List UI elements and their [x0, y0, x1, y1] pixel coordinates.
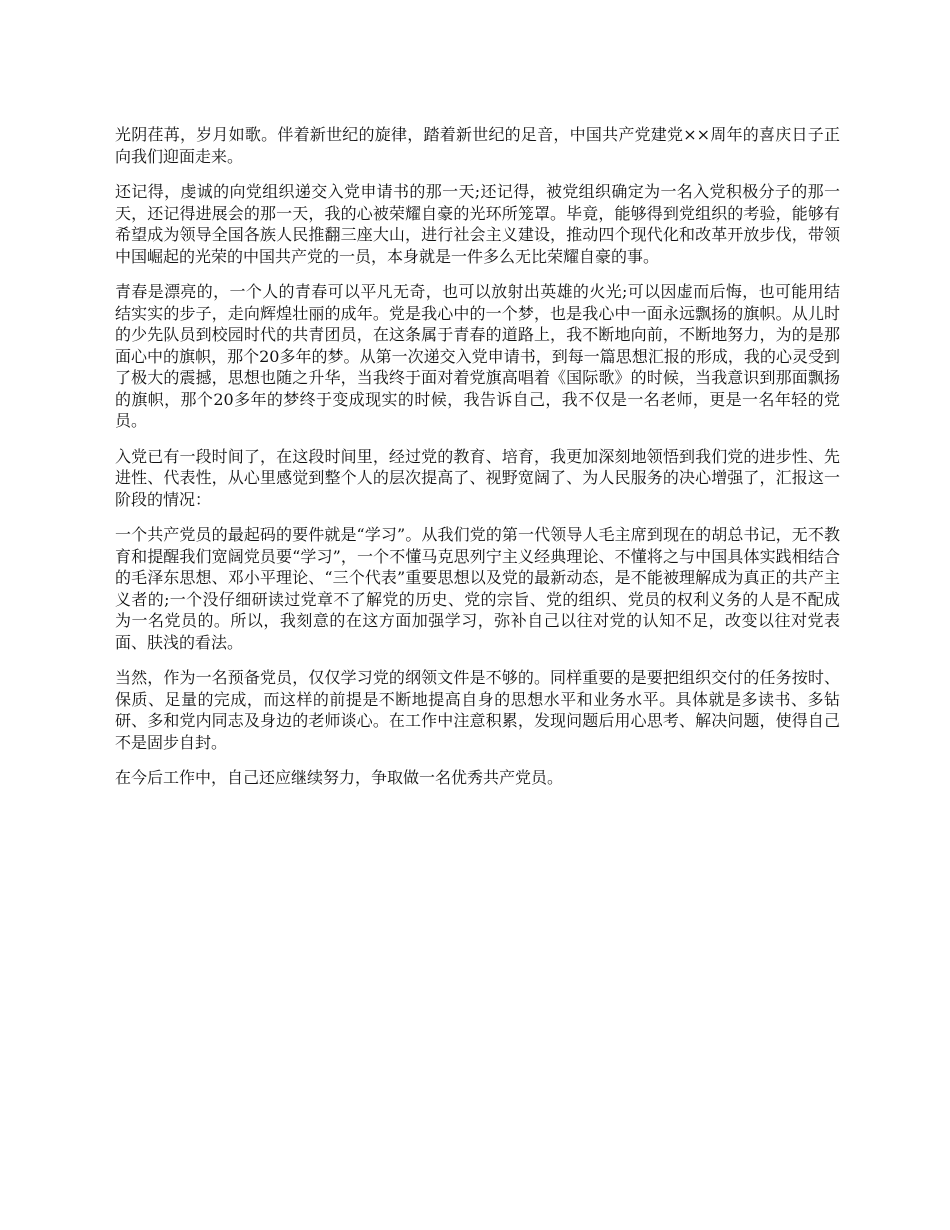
paragraph-4: 入党已有一段时间了，在这段时间里，经过党的教育、培育，我更加深刻地领悟到我们党的进步性、先进性、代表性，从心里感觉到整个人的层次提高了、视野宽阔了、为人民服务的决心增强了，汇报这一阶段的情况：: [115, 446, 840, 509]
paragraph-6: 当然，作为一名预备党员，仅仅学习党的纲领文件是不够的。同样重要的是要把组织交付的任务按时、保质、足量的完成，而这样的前提是不断地提高自身的思想水平和业务水平。具体就是多读书、多钻研、多和党内同志及身边的老师谈心。在工作中注意积累，发现问题后用心思考、解决问题，使得自己不是固步自封。: [115, 668, 840, 752]
paragraph-1: 光阴荏苒，岁月如歌。伴着新世纪的旋律，踏着新世纪的足音，中国共产党建党××周年的喜庆日子正向我们迎面走来。: [115, 125, 840, 166]
paragraph-2: 还记得，虔诚的向党组织递交入党申请书的那一天;还记得，被党组织确定为一名入党积极分子的那一天，还记得进展会的那一天，我的心被荣耀自豪的光环所笼罩。毕竟，能够得到党组织的考验，能够有希望成为领导全国各族人民推翻三座大山，进行社会主义建设，推动四个现代化和改革开放步伐，带领中国崛起的光荣的中国共产党的一员，本身就是一件多么无比荣耀自豪的事。: [115, 182, 840, 266]
document-page: [115, 124, 840, 803]
paragraph-7: 在今后工作中，自己还应继续努力，争取做一名优秀共产党员。: [115, 768, 564, 787]
paragraph-5: 一个共产党员的最起码的要件就是“学习”。从我们党的第一代领导人毛主席到现在的胡总书记，无不教育和提醒我们宽阔党员要“学习”，一个不懂马克思列宁主义经典理论、不懂将之与中国具体实践相结合的毛泽东思想、邓小平理论、“三个代表”重要思想以及党的最新动态，是不能被理解成为真正的共产主义者的;一个没仔细研读过党章不了解党的历史、党的宗旨、党的组织、党员的权利义务的人是不配成为一名党员的。所以，我刻意的在这方面加强学习，弥补自己以往对党的认知不足，改变以往对党表面、肤浅的看法。: [115, 525, 840, 652]
paragraph-3: 青春是漂亮的，一个人的青春可以平凡无奇，也可以放射出英雄的火光;可以因虚而后悔，也可能用结结实实的步子，走向辉煌壮丽的成年。党是我心中的一个梦，也是我心中一面永远飘扬的旗帜。从儿时的少先队员到校园时代的共青团员，在这条属于青春的道路上，我不断地向前，不断地努力，为的是那面心中的旗帜，那个20多年的梦。从第一次递交入党申请书，到每一篇思想汇报的形成，我的心灵受到了极大的震撼，思想也随之升华，当我终于面对着党旗高唱着《国际歌》的时候，当我意识到那面飘扬的旗帜，那个20多年的梦终于变成现实的时候，我告诉自己，我不仅是一名老师，更是一名年轻的党员。: [115, 282, 840, 430]
